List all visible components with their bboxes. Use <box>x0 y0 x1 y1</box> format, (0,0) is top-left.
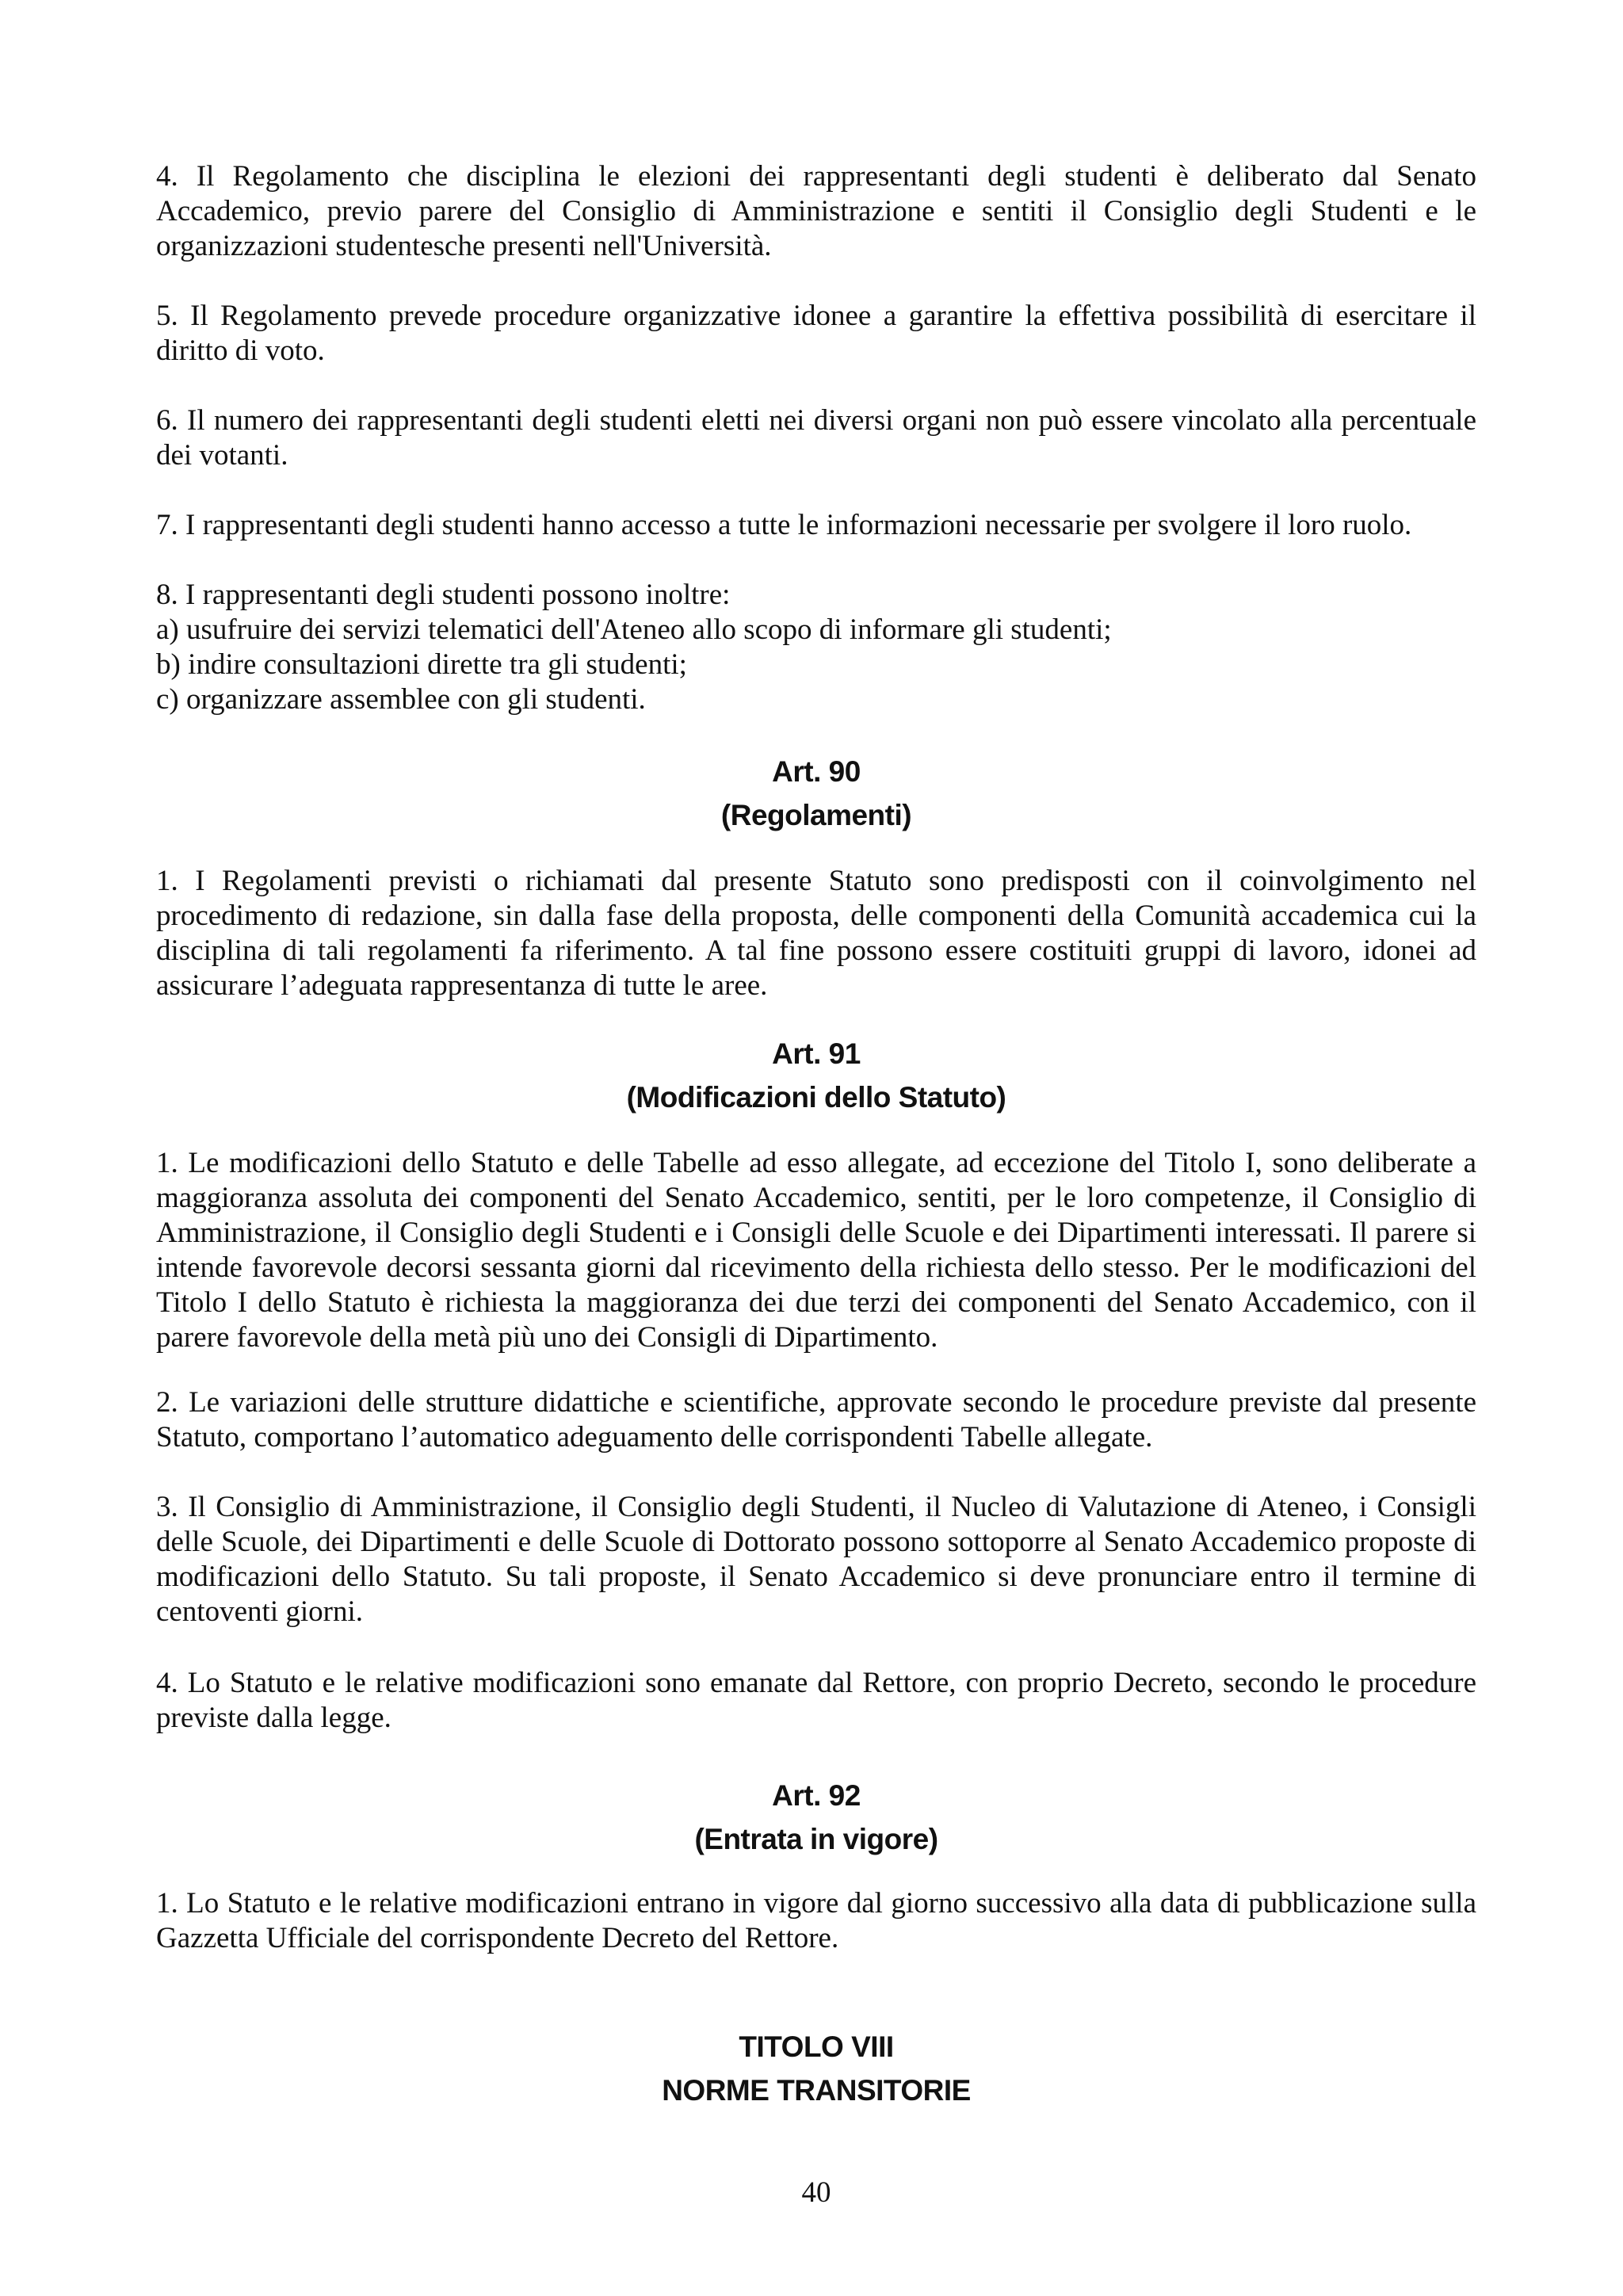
section-subtitle: NORME TRANSITORIE <box>662 2074 971 2107</box>
list-item: a) usufruire dei servizi telematici dell'Ateneo allo scopo di informare gli studenti; <box>156 613 1112 646</box>
article-title: (Entrata in vigore) <box>694 1823 938 1855</box>
article-number: Art. 91 <box>772 1037 861 1070</box>
article-90-paragraph-1: 1. I Regolamenti previsti o richiamati dal presente Statuto sono predisposti con il coinvolgimento nel procedimento di redazione, sin dalla fase della proposta, delle componenti della Comunità accademica cui la disciplina di tali regolamenti fa riferimento. A tal fine possono essere costituiti gruppi di lavoro, idonei ad assicurare l’adeguata rappresentanza di tutte le aree. <box>156 865 1476 1002</box>
paragraph-8-intro: 8. I rappresentanti degli studenti possono inoltre: <box>156 579 731 611</box>
paragraph-8 <box>156 578 1476 717</box>
article-90-heading <box>156 750 1476 837</box>
article-91-paragraph-3: 3. Il Consiglio di Amministrazione, il Consiglio degli Studenti, il Nucleo di Valutazione di Ateneo, i Consigli delle Scuole, dei Dipartimenti e delle Scuole di Dottorato possono sottoporre al Senato Accademico proposte di modificazioni dello Statuto. Su tali proposte, il Senato Accademico si deve pronunciare entro il termine di centoventi giorni. <box>156 1491 1476 1628</box>
article-91-heading <box>156 1032 1476 1119</box>
paragraph-7: 7. I rappresentanti degli studenti hanno accesso a tutte le informazioni necessarie per svolgere il loro ruolo. <box>156 509 1412 541</box>
document-page <box>156 0 1476 2296</box>
article-title: (Modificazioni dello Statuto) <box>626 1081 1006 1114</box>
article-title: (Regolamenti) <box>720 799 912 831</box>
list-item: b) indire consultazioni dirette tra gli studenti; <box>156 648 687 681</box>
article-number: Art. 90 <box>772 755 861 788</box>
article-92-heading <box>156 1774 1476 1861</box>
paragraph-4: 4. Il Regolamento che disciplina le elezioni dei rappresentanti degli studenti è deliberato dal Senato Accademico, previo parere del Consiglio di Amministrazione e sentiti il Consiglio degli Studenti e le organizzazioni studentesche presenti nell'Università. <box>156 160 1476 262</box>
section-title: TITOLO VIII <box>739 2030 894 2063</box>
article-91-paragraph-1: 1. Le modificazioni dello Statuto e delle Tabelle ad esso allegate, ad eccezione del Titolo I, sono deliberate a maggioranza assoluta dei componenti del Senato Accademico, sentiti, per le loro competenze, il Consiglio di Amministrazione, il Consiglio degli Studenti e i Consigli delle Scuole e dei Dipartimenti interessati. Il parere si intende favorevole decorsi sessanta giorni dal ricevimento della richiesta dello stesso. Per le modificazioni del Titolo I dello Statuto è richiesta la maggioranza dei due terzi dei componenti del Senato Accademico, con il parere favorevole della metà più uno dei Consigli di Dipartimento. <box>156 1147 1476 1354</box>
paragraph-6: 6. Il numero dei rappresentanti degli studenti eletti nei diversi organi non può essere vincolato alla percentuale dei votanti. <box>156 404 1476 472</box>
article-91-paragraph-4: 4. Lo Statuto e le relative modificazioni sono emanate dal Rettore, con proprio Decreto, secondo le procedure previste dalla legge. <box>156 1667 1476 1734</box>
paragraph-5: 5. Il Regolamento prevede procedure organizzative idonee a garantire la effettiva possibilità di esercitare il diritto di voto. <box>156 300 1476 367</box>
list-item: c) organizzare assemblee con gli studenti. <box>156 683 646 716</box>
article-92-paragraph-1: 1. Lo Statuto e le relative modificazioni entrano in vigore dal giorno successivo alla data di pubblicazione sulla Gazzetta Ufficiale del corrispondente Decreto del Rettore. <box>156 1887 1476 1954</box>
article-91-paragraph-2: 2. Le variazioni delle strutture didattiche e scientifiche, approvate secondo le procedure previste dal presente Statuto, comportano l’automatico adeguamento delle corrispondenti Tabelle allegate. <box>156 1386 1476 1454</box>
section-heading <box>156 2025 1476 2112</box>
page-number: 40 <box>801 2176 831 2209</box>
article-number: Art. 92 <box>772 1779 861 1812</box>
